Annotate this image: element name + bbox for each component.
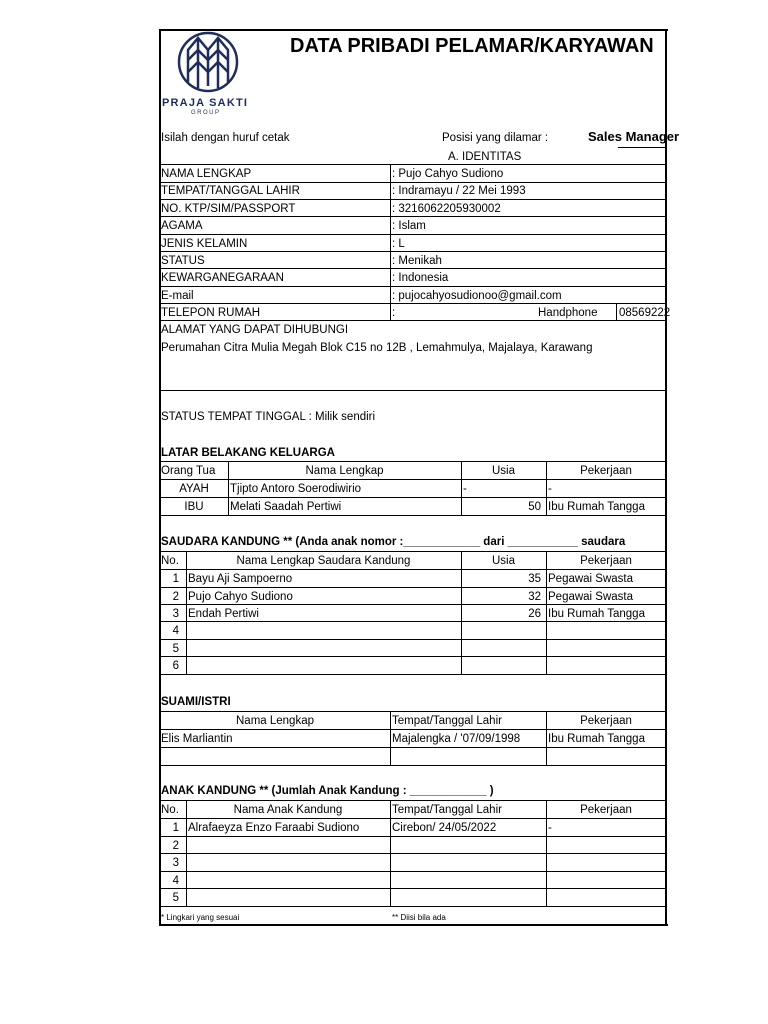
family-age: 50 (528, 501, 541, 513)
identity-label: NAMA LENGKAP (161, 168, 252, 180)
sibling-name: Endah Pertiwi (188, 608, 259, 620)
child-name: Alrafaeyza Enzo Faraabi Sudiono (188, 822, 360, 834)
sib-col (546, 551, 547, 674)
sibling-job: Ibu Rumah Tangga (548, 608, 645, 620)
id-line (160, 216, 666, 217)
children-title: ANAK KANDUNG ** (Jumlah Anak Kandung : ____________ ) (161, 785, 494, 797)
sib-line (160, 639, 666, 640)
sibling-no: 4 (172, 625, 179, 637)
id-line (160, 320, 666, 321)
ch-line (160, 871, 666, 872)
sib-line (160, 551, 666, 552)
identity-label: AGAMA (161, 220, 203, 232)
spouse-header: Nama Lengkap (236, 715, 314, 727)
sib-line (160, 604, 666, 605)
sibling-no: 5 (172, 643, 179, 655)
family-name: Tjipto Antoro Soerodiwirio (230, 483, 362, 495)
address-bottom-line (160, 390, 666, 391)
family-age: - (463, 483, 467, 495)
identity-value: : Indonesia (392, 272, 449, 284)
position-underline (618, 147, 665, 148)
company-sub: GROUP (191, 110, 221, 116)
child-job: - (548, 822, 552, 834)
family-header: Usia (491, 465, 515, 477)
sp-line (160, 711, 666, 712)
sibling-job: Pegawai Swasta (548, 591, 634, 603)
child-no: 4 (172, 875, 179, 887)
instruction-text: Isilah dengan huruf cetak (161, 132, 290, 144)
id-col-divider (390, 164, 391, 320)
child-birth: Cirebon/ 24/05/2022 (392, 822, 497, 834)
id-line (160, 199, 666, 200)
footnote-circle: * Lingkari yang sesuai (161, 913, 240, 922)
id-line (160, 182, 666, 183)
sp-line (160, 729, 666, 730)
identity-label: TEMPAT/TANGGAL LAHIR (161, 185, 300, 197)
frame-bottom (159, 924, 668, 926)
children-header: No. (161, 804, 179, 816)
identity-value: : Pujo Cahyo Sudiono (392, 168, 504, 180)
identity-value: : L (392, 238, 405, 250)
family-job: Ibu Rumah Tangga (548, 501, 645, 513)
sibling-no: 2 (172, 591, 179, 603)
sibling-name: Bayu Aji Sampoerno (188, 573, 293, 585)
id-line (160, 164, 666, 165)
title-clip (290, 33, 665, 59)
identity-label: JENIS KELAMIN (161, 238, 248, 250)
children-header: Pekerjaan (580, 804, 632, 816)
sp-line (160, 747, 666, 748)
children-header: Tempat/Tanggal Lahir (392, 804, 502, 816)
sib-col (186, 551, 187, 674)
id-line (160, 251, 666, 252)
spouse-name: Elis Marliantin (161, 733, 233, 745)
spouse-job: Ibu Rumah Tangga (548, 733, 645, 745)
ch-line (160, 836, 666, 837)
phone-value: : (392, 307, 396, 319)
child-no: 2 (172, 840, 179, 852)
family-role: AYAH (179, 483, 209, 495)
spouse-header: Pekerjaan (580, 715, 632, 727)
child-no: 5 (172, 892, 179, 904)
phone-label: TELEPON RUMAH (161, 307, 261, 319)
hp-clip (619, 306, 671, 320)
fam-line (160, 479, 666, 480)
sibling-no: 1 (172, 573, 179, 585)
siblings-header: Usia (491, 555, 515, 567)
family-header: Nama Lengkap (305, 465, 384, 477)
family-header: Pekerjaan (580, 465, 632, 477)
id-line (160, 234, 666, 235)
identity-label: KEWARGANEGARAAN (161, 272, 284, 284)
id-line (160, 286, 666, 287)
ch-line (160, 853, 666, 854)
child-no: 3 (172, 857, 179, 869)
ch-col (390, 800, 391, 906)
fam-line (160, 461, 666, 462)
sibling-no: 6 (172, 660, 179, 672)
ch-line (160, 906, 666, 907)
family-title: LATAR BELAKANG KELUARGA (161, 447, 335, 459)
section-a-heading: A. IDENTITAS (448, 151, 522, 163)
siblings-header: No. (161, 555, 179, 567)
position-value: Sales Manager (588, 129, 680, 144)
company-name: PRAJA SAKTI (162, 97, 249, 109)
page-title: DATA PRIBADI PELAMAR/KARYAWAN (290, 35, 654, 57)
id-line (160, 303, 666, 304)
family-job: - (548, 483, 552, 495)
children-header: Nama Anak Kandung (233, 804, 343, 816)
sib-line (160, 587, 666, 588)
handphone-label: Handphone (538, 307, 598, 319)
family-name: Melati Saadah Pertiwi (230, 501, 342, 513)
spouse-birth: Majalengka / '07/09/1998 (392, 733, 521, 745)
sibling-job: Pegawai Swasta (548, 573, 634, 585)
identity-value: : Menikah (392, 255, 442, 267)
identity-value: : Indramayu / 22 Mei 1993 (392, 185, 526, 197)
ch-line (160, 818, 666, 819)
company-logo (176, 30, 240, 94)
fam-line (160, 515, 666, 516)
sib-line (160, 656, 666, 657)
address-label: ALAMAT YANG DAPAT DIHUBUNGI (161, 324, 349, 336)
identity-value: : pujocahyosudionoo@gmail.com (392, 290, 562, 302)
sibling-age: 35 (528, 573, 541, 585)
hp-divider (616, 303, 617, 320)
sib-line (160, 569, 666, 570)
sibling-no: 3 (172, 608, 179, 620)
siblings-header: Nama Lengkap Saudara Kandung (236, 555, 411, 567)
siblings-header: Pekerjaan (580, 555, 632, 567)
siblings-title: SAUDARA KANDUNG ** (Anda anak nomor :____________ dari ___________ saudara (161, 536, 626, 548)
sp-line (160, 765, 666, 766)
footnote-optional: ** Diisi bila ada (392, 913, 446, 922)
ch-line (160, 888, 666, 889)
residence-status: STATUS TEMPAT TINGGAL : Milik sendiri (161, 411, 376, 423)
position-clip (588, 129, 680, 145)
id-line (160, 268, 666, 269)
child-no: 1 (172, 822, 179, 834)
handphone-value: 08569222 (619, 307, 671, 319)
sp-col (390, 711, 391, 765)
family-role: IBU (184, 501, 204, 513)
sibling-age: 26 (528, 608, 541, 620)
address-value: Perumahan Citra Mulia Megah Blok C15 no 12B , Lemahmulya, Majalaya, Karawang (161, 342, 593, 354)
fam-line (160, 497, 666, 498)
position-label: Posisi yang dilamar : (442, 132, 549, 144)
identity-label: STATUS (161, 255, 205, 267)
sibling-name: Pujo Cahyo Sudiono (188, 591, 293, 603)
identity-value: : Islam (392, 220, 426, 232)
identity-value: : 3216062205930002 (392, 203, 501, 215)
sib-line (160, 621, 666, 622)
spouse-title: SUAMI/ISTRI (161, 696, 231, 708)
sibling-age: 32 (528, 591, 541, 603)
family-header: Orang Tua (161, 465, 216, 477)
identity-label: E-mail (161, 290, 194, 302)
spouse-header: Tempat/Tanggal Lahir (392, 715, 502, 727)
sib-line (160, 674, 666, 675)
identity-label: NO. KTP/SIM/PASSPORT (161, 203, 296, 215)
ch-line (160, 800, 666, 801)
